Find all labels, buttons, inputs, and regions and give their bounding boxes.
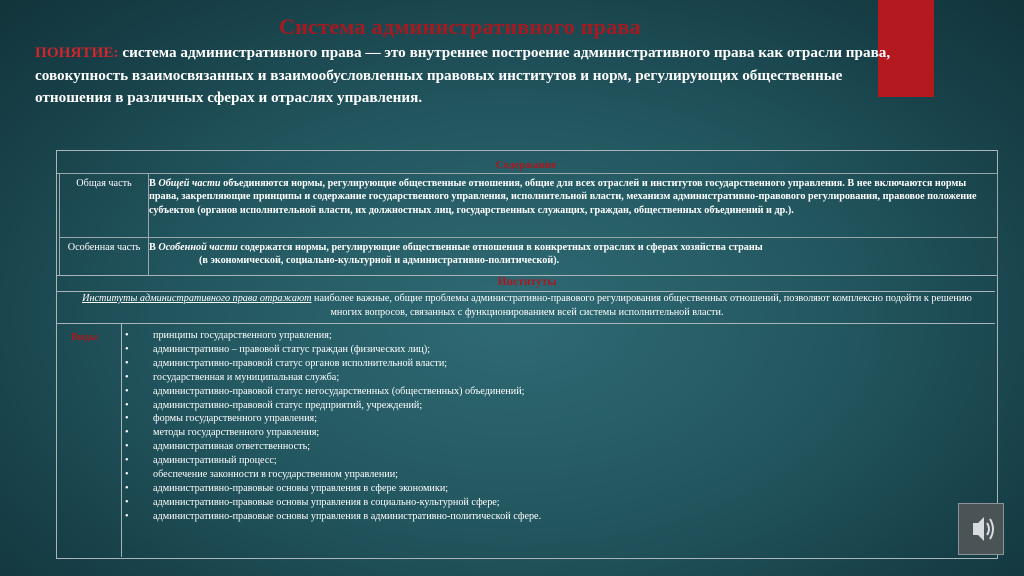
bullet-icon: • xyxy=(125,371,129,383)
general-part-text: В Общей части объединяются нормы, регулирующие общественные отношения, общие для всех отраслей и институтов государственного управления. В нее включаются нормы права, закрепляющие принципы и содержание государственного управления, исполнительной власти, механизм административно-правового регулирования, правовое положение субъектов (органов исполнительной власти, их должностных лиц, государственных служащих, граждан, общественных объединений и др.). xyxy=(149,178,977,216)
types-list-item: • государственная и муниципальная служба; xyxy=(125,371,340,383)
content-header-row xyxy=(57,151,995,174)
types-list-item: • формы государственного управления; xyxy=(125,413,318,425)
types-list-item: • административный процесс; xyxy=(125,455,277,467)
bullet-icon: • xyxy=(125,441,129,453)
types-list-item: • административно-правовой статус предприятий, учреждений; xyxy=(125,399,423,411)
institutes-header: Институты xyxy=(497,276,557,288)
special-part-text: В Особенной части содержатся нормы, регулирующие общественные отношения в конкретных отраслях и сферах хозяйства страны (в экономической, социально-культурной и административно-политической). xyxy=(149,242,763,267)
bullet-icon: • xyxy=(125,510,129,522)
bullet-icon: • xyxy=(125,399,129,411)
bullet-icon: • xyxy=(125,385,129,397)
concept-paragraph xyxy=(35,42,895,110)
types-list-item: • методы государственного управления; xyxy=(125,427,320,439)
bullet-icon: • xyxy=(125,455,129,467)
concept-label: ПОНЯТИЕ: xyxy=(35,44,119,61)
types-list-item: • административно-правовой статус негосударственных (общественных) объединений; xyxy=(125,385,525,397)
concept-text: система административного права — это внутреннее построение административного права как отрасли права, совокупность взаимосвязанных и взаимообусловленных правовых институтов и норм, регулирующих общественные отношения в различных сферах и отраслях управления. xyxy=(35,44,891,106)
bullet-icon: • xyxy=(125,413,129,425)
content-header: Содержание xyxy=(495,159,557,171)
types-list-item: • обеспечение законности в государственном управлении; xyxy=(125,469,399,481)
types-list-item: • административно-правовые основы управления в административно-политической сфере. xyxy=(125,510,542,522)
types-list-item: • административная ответственность; xyxy=(125,441,311,453)
structure-table xyxy=(56,150,998,559)
types-list-item: • административно-правовой статус органов исполнительной власти; xyxy=(125,357,448,369)
special-part-label: Особенная часть xyxy=(67,242,141,253)
bullet-icon: • xyxy=(125,469,129,481)
general-part-label: Общая часть xyxy=(76,178,132,189)
bullet-icon: • xyxy=(125,343,129,355)
bullet-icon: • xyxy=(125,330,129,341)
speaker-icon xyxy=(959,504,1003,554)
institutes-text: Институты административного права отражают наиболее важные, общие проблемы административно-правового регулирования общественных отношений, позволяют комплексно подойти к решению многих вопросов, связанных с функционированием всей системы исполнительной власти. xyxy=(82,293,972,318)
types-list-item: • административно-правовые основы управления в социально-культурной сфере; xyxy=(125,496,500,508)
types-list-item: • принципы государственного управления; xyxy=(125,330,332,341)
slide-title: Система административного права xyxy=(279,14,641,39)
bullet-icon: • xyxy=(125,427,129,439)
types-list-item: • административно-правовые основы управления в сфере экономики; xyxy=(125,482,449,494)
types-list xyxy=(125,329,541,524)
bullet-icon: • xyxy=(125,357,129,369)
audio-button[interactable] xyxy=(958,503,1004,555)
bullet-icon: • xyxy=(125,482,129,494)
bullet-icon: • xyxy=(125,496,129,508)
types-label: Виды xyxy=(71,332,98,343)
parts-grid xyxy=(59,173,998,276)
types-list-item: • административно – правовой статус граждан (физических лиц); xyxy=(125,343,431,355)
